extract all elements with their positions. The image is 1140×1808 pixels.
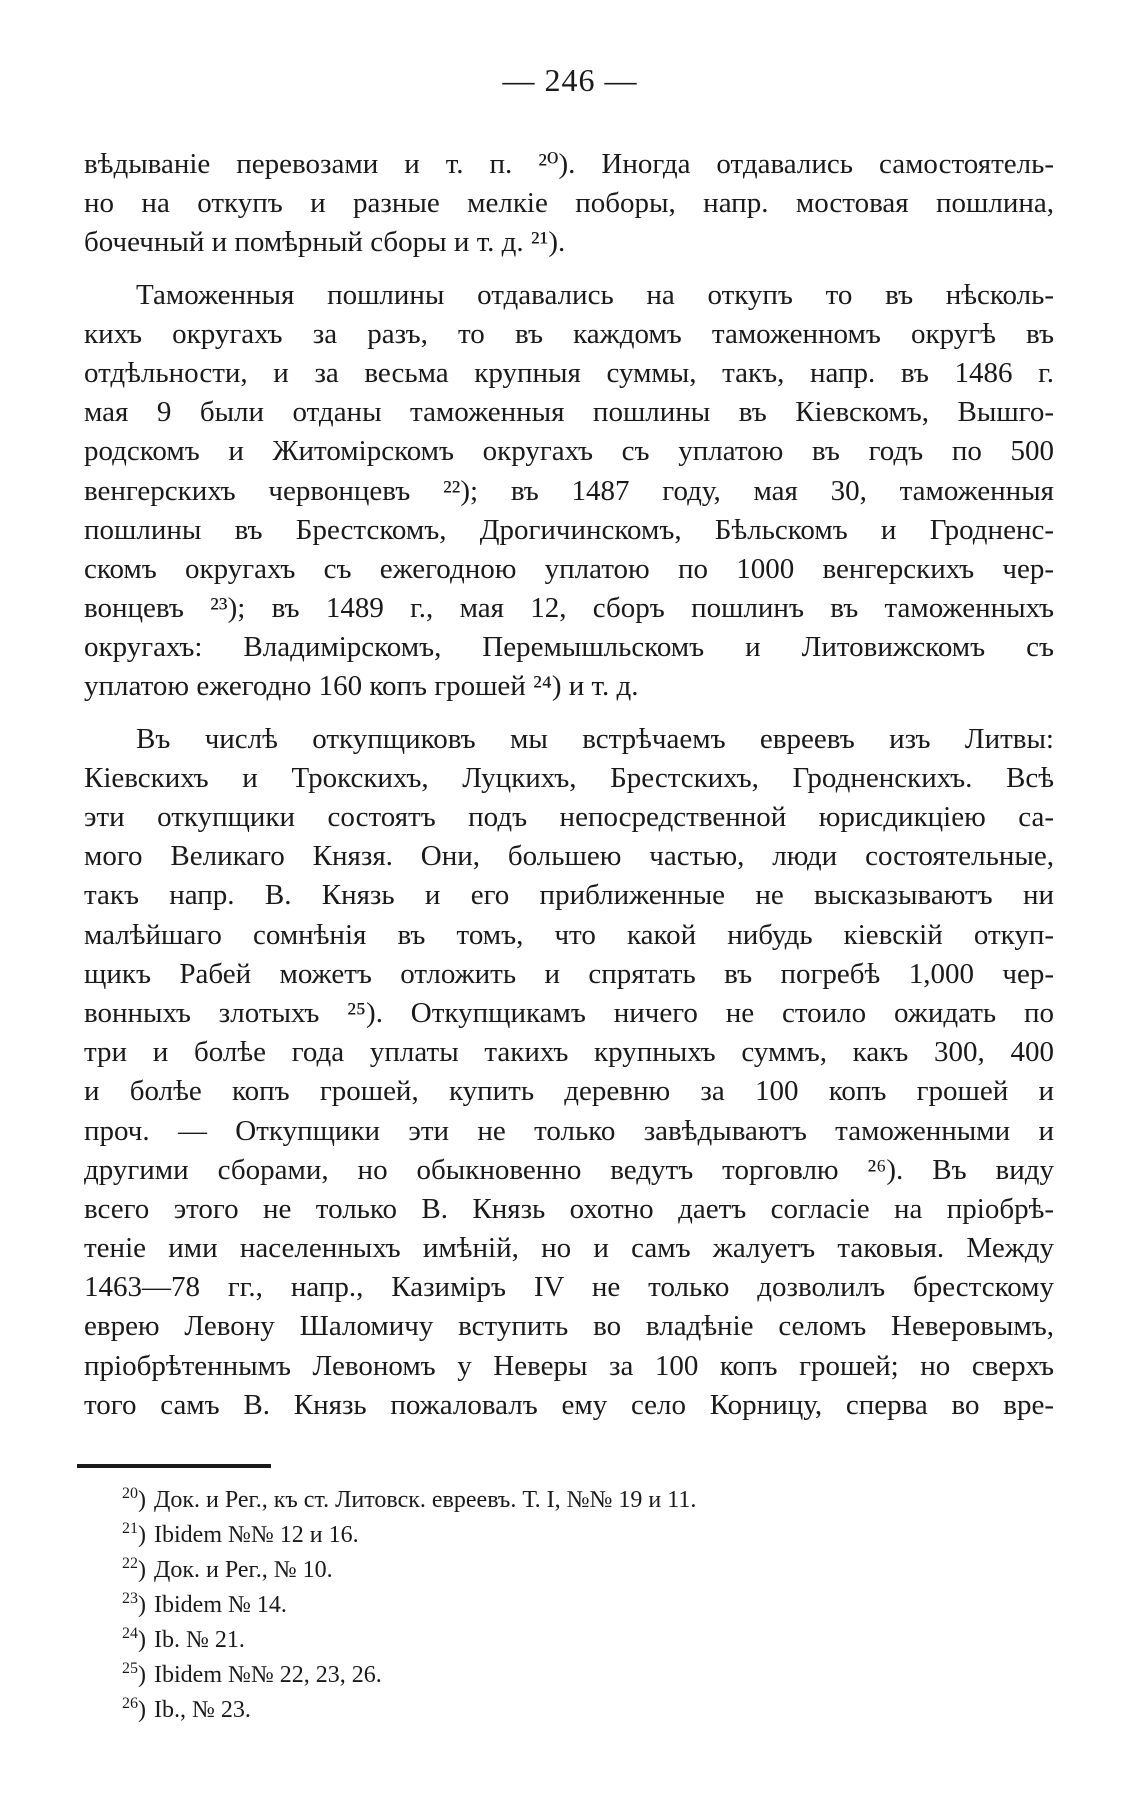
paragraph-2-line-5: родскомъ и Житомірскомъ округахъ съ уплатою въ годъ по 500 (84, 435, 1054, 468)
paragraph-3-line-6: малѣйшаго сомнѣнія въ томъ, что какой нибудь кіевскій откуп- (84, 918, 1054, 951)
paragraph-3-line-9: три и болѣе года уплаты такихъ крупныхъ суммъ, какъ 300, 400 (84, 1036, 1054, 1069)
footnote-number: 22 (122, 1555, 138, 1572)
paragraph-3-line-16: еврею Левону Шаломичу вступить во владѣніе селомъ Неверовымъ, (84, 1310, 1054, 1343)
paragraph-gap (84, 263, 1054, 276)
paragraph-2-line-3: отдѣльности, и за весьма крупныя суммы, такъ, напр. въ 1486 г. (84, 356, 1054, 389)
paragraph-3-line-5: такъ напр. В. Князь и его приближенные не высказываютъ ни (84, 879, 1054, 912)
paragraph-2-line-6: венгерскихъ червонцевъ ²²); въ 1487 году, мая 30, таможенныя (84, 474, 1054, 507)
footnote: $^{23}$) Ibidem № 14. (122, 1590, 287, 1618)
footnote-number: 20 (122, 1485, 138, 1502)
paragraph-3-line-7: щикъ Рабей можетъ отложить и спрятать въ погребѣ 1,000 чер- (84, 957, 1054, 990)
paragraph-gap (84, 707, 1054, 720)
paragraph-3-line-18: того самъ В. Князь пожаловалъ ему село Корницу, сперва во вре- (84, 1388, 1054, 1421)
footnote-number: 23 (122, 1590, 138, 1607)
paragraph-3-line-3: эти откупщики состоятъ подъ непосредственной юрисдикціею са- (84, 801, 1054, 833)
footnote-text: Док. и Рег., къ ст. Литовск. евреевъ. Т. I, №№ 19 и 11. (154, 1487, 697, 1513)
footnote: $^{22}$) Док. и Рег., № 10. (122, 1555, 333, 1583)
paragraph-3-line-13: всего этого не только В. Князь охотно даетъ согласіе на пріобрѣ- (84, 1192, 1054, 1225)
footnote-number: 26 (122, 1695, 138, 1712)
footnote-text: Ib. № 21. (154, 1627, 245, 1653)
page-number: — 246 — (502, 62, 638, 98)
footnote-number: 24 (122, 1625, 138, 1642)
footnote-text: Ib., № 23. (154, 1697, 251, 1723)
paragraph-3-line-8: вонныхъ злотыхъ ²⁵). Откупщикамъ ничего не стоило ожидать по (84, 996, 1054, 1029)
paragraph-1-line-2: но на откупъ и разные мелкіе поборы, напр. мостовая пошлина, (84, 187, 1054, 220)
paragraph-2-line-10: округахъ: Владимірскомъ, Перемышльскомъ и Литовижскомъ съ (84, 631, 1054, 664)
footnote-separator-rule (77, 1464, 271, 1468)
paragraph-3-line-10: и болѣе копъ грошей, купить деревню за 100 копъ грошей и (84, 1075, 1054, 1108)
paragraph-1-line-3: бочечный и помѣрный сборы и т. д. ²¹). (84, 226, 566, 259)
body-text (84, 145, 1054, 1425)
footnote-number: 21 (122, 1520, 138, 1537)
footnotes (122, 1483, 922, 1728)
paragraph-3-line-4: мого Великаго Князя. Они, большею частью, люди состоятельные, (84, 840, 1054, 873)
paragraph-3-line-14: теніе ими населенныхъ имѣній, но и самъ жалуетъ таковыя. Между (84, 1232, 1054, 1265)
paragraph-3-line-15: 1463—78 гг., напр., Казиміръ IV не только дозволилъ брестскому (84, 1271, 1054, 1304)
paragraph-1-line-1: вѣдываніе перевозами и т. п. ²⁰). Иногда отдавались самостоятель- (84, 148, 1054, 180)
paragraph-3-line-2: Кіевскихъ и Трокскихъ, Луцкихъ, Брестскихъ, Гродненскихъ. Всѣ (84, 761, 1054, 794)
footnote: $^{20}$) Док. и Рег., къ ст. Литовск. евреевъ. Т. I, №№ 19 и 11. (122, 1485, 697, 1513)
paragraph-2-line-4: мая 9 были отданы таможенныя пошлины въ Кіевскомъ, Вышго- (84, 396, 1054, 429)
footnote: $^{26}$) Ib., № 23. (122, 1695, 251, 1723)
footnote-text: Ibidem №№ 22, 23, 26. (154, 1662, 382, 1688)
paragraph-2-line-9: вонцевъ ²³); въ 1489 г., мая 12, сборъ пошлинъ въ таможенныхъ (84, 592, 1054, 625)
paragraph-3-line-12: другими сборами, но обыкновенно ведутъ торговлю ²⁶). Въ виду (84, 1153, 1054, 1186)
footnote-number: 25 (122, 1660, 138, 1677)
footnote-text: Ibidem № 14. (154, 1592, 287, 1618)
footnote-text: Док. и Рег., № 10. (154, 1557, 333, 1583)
paragraph-3-line-1: Въ числѣ откупщиковъ мы встрѣчаемъ евреевъ изъ Литвы: (136, 722, 1054, 755)
footnote: $^{25}$) Ibidem №№ 22, 23, 26. (122, 1660, 382, 1688)
paragraph-2-line-1: Таможенныя пошлины отдавались на откупъ то въ нѣсколь- (136, 278, 1054, 311)
paragraph-2-line-7: пошлины въ Брестскомъ, Дрогичинскомъ, Бѣльскомъ и Гродненс- (84, 513, 1054, 546)
paragraph-3-line-17: пріобрѣтеннымъ Левономъ у Неверы за 100 копъ грошей; но сверхъ (84, 1349, 1054, 1382)
footnote-text: Ibidem №№ 12 и 16. (154, 1522, 359, 1548)
paragraph-2-line-2: кихъ округахъ за разъ, то въ каждомъ таможенномъ округѣ въ (84, 317, 1054, 350)
paragraph-2-line-8: скомъ округахъ съ ежегодною уплатою по 1000 венгерскихъ чер- (84, 552, 1054, 585)
paragraph-3-line-11: проч. — Откупщики эти не только завѣдываютъ таможенными и (84, 1114, 1054, 1147)
footnote: $^{21}$) Ibidem №№ 12 и 16. (122, 1520, 359, 1548)
footnote: $^{24}$) Ib. № 21. (122, 1625, 245, 1653)
paragraph-2-line-11: уплатою ежегодно 160 копъ грошей ²⁴) и т. д. (84, 670, 639, 703)
